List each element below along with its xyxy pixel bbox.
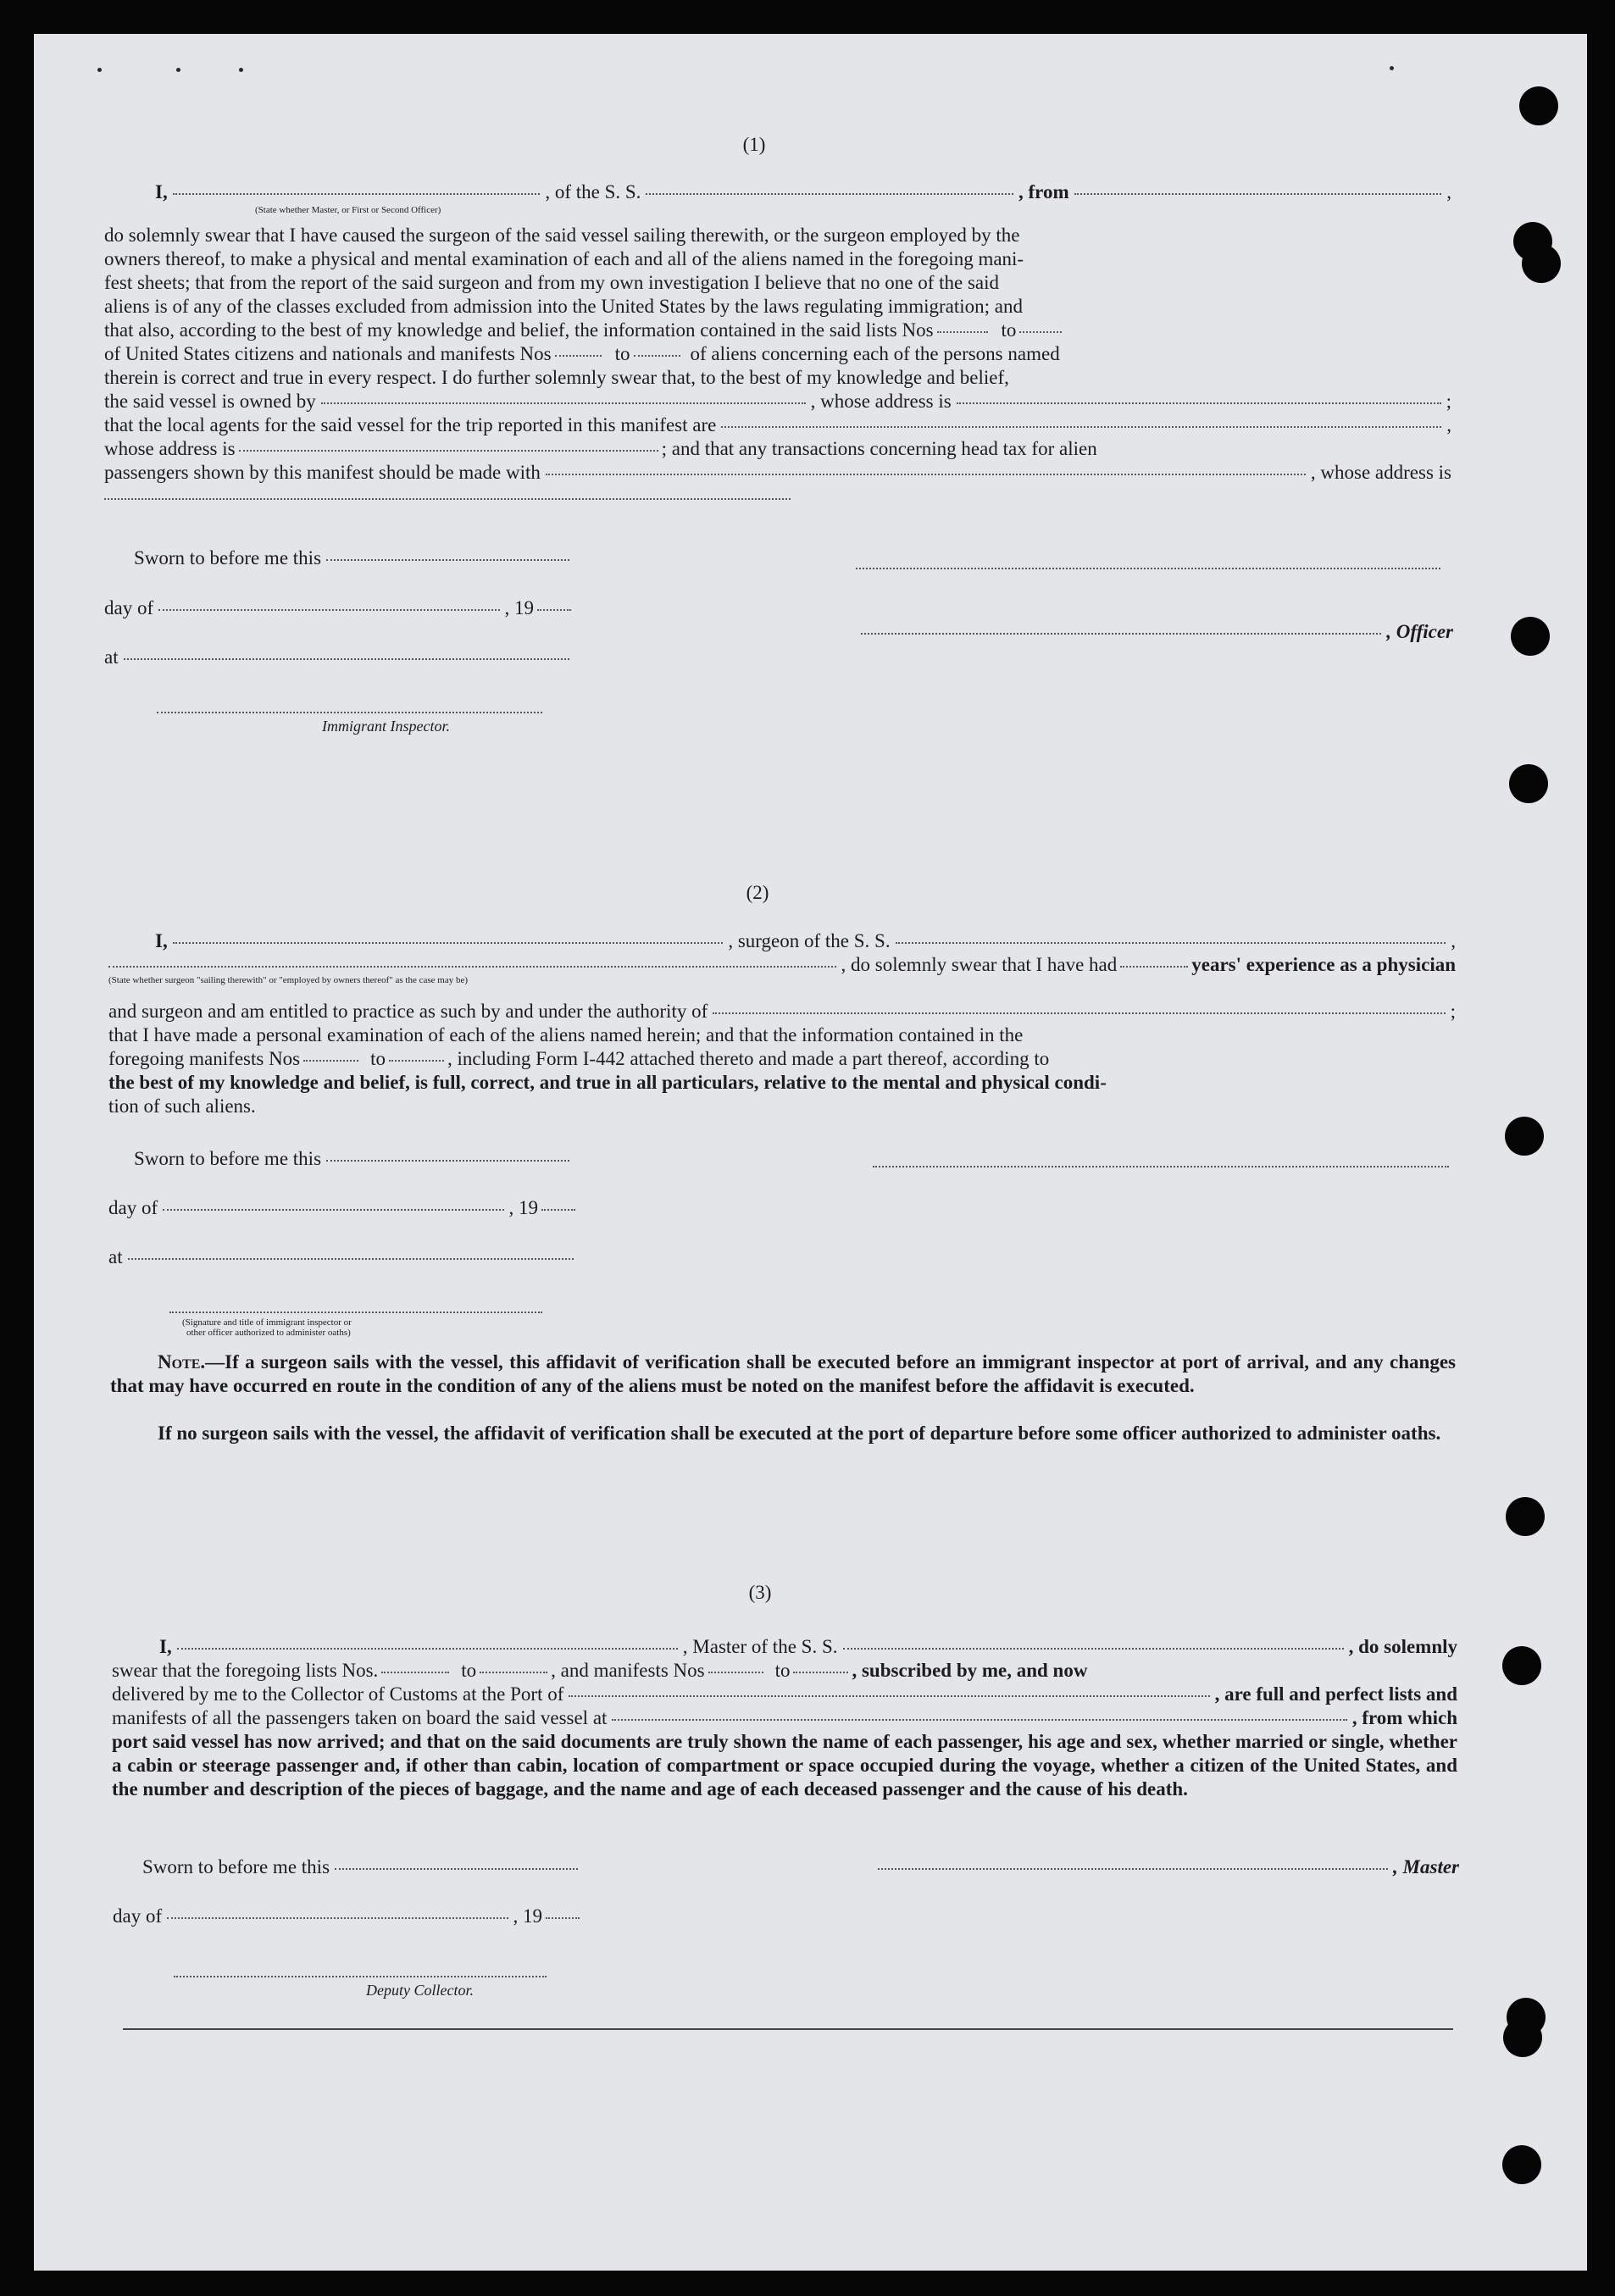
text: passengers shown by this manifest should be made with: [104, 462, 541, 483]
text: day of: [108, 1197, 158, 1218]
officer-name-field[interactable]: [173, 193, 541, 195]
paragraph-line: fest sheets; that from the report of the said surgeon and from my own investigation I believe that no one of the said: [104, 272, 1000, 293]
punch-hole: [1522, 244, 1561, 283]
sworn-date-field[interactable]: [335, 1868, 578, 1870]
sworn-line: [134, 1147, 574, 1171]
note-label: Note.: [158, 1351, 206, 1373]
punch-hole: [1505, 1117, 1544, 1156]
text: that also, according to the best of my knowledge and belief, the information contained in the said lists Nos: [104, 319, 934, 341]
manifest-from-field[interactable]: [555, 355, 602, 357]
text: , subscribed by me, and now: [852, 1660, 1088, 1681]
affidavit1-line1: [155, 180, 1451, 204]
paragraph-line: [104, 319, 1451, 342]
sworn-line: [134, 546, 574, 570]
agents-field[interactable]: [721, 426, 1441, 428]
port-field[interactable]: [569, 1695, 1209, 1697]
text: I,: [155, 181, 168, 202]
section-number-1: (1): [742, 134, 766, 155]
departure-port-field[interactable]: [612, 1719, 1346, 1721]
text: Sworn to before me this: [134, 1148, 322, 1169]
day-line: [108, 1196, 579, 1220]
text: , 19: [504, 597, 534, 618]
punch-hole: [1503, 2018, 1542, 2057]
text: that the local agents for the said vessel for the trip reported in this manifest are: [104, 414, 717, 435]
officer-signature-field[interactable]: [861, 633, 1381, 635]
text: manifests of all the passengers taken on board the said vessel at: [112, 1707, 608, 1728]
text: day of: [104, 597, 154, 618]
paragraph-line: aliens is of any of the classes excluded from admission into the United States by the laws regulating immigration; and: [104, 296, 1023, 317]
text: the said vessel is owned by: [104, 391, 316, 412]
manifest-from-field[interactable]: [303, 1060, 358, 1062]
speck: [1390, 66, 1394, 70]
day-line: [104, 596, 574, 620]
day-field[interactable]: [158, 609, 499, 611]
manifest-to-field[interactable]: [389, 1060, 444, 1062]
speck: [239, 68, 243, 72]
at-line: [108, 1245, 579, 1269]
head-tax-contact-field[interactable]: [546, 474, 1306, 475]
text: ;: [1446, 391, 1451, 412]
text: to: [614, 343, 630, 364]
text: , do solemnly swear that I have had: [841, 954, 1118, 975]
punch-hole: [1509, 764, 1548, 803]
paragraph-line: owners thereof, to make a physical and mental examination of each and all of the aliens named in the foregoing mani-: [104, 248, 1024, 269]
agents-address-field[interactable]: [239, 450, 658, 452]
text: , 19: [513, 1905, 542, 1927]
at-line: [104, 646, 574, 669]
paragraph-line: [112, 1659, 1457, 1683]
list-from-field[interactable]: [937, 331, 988, 333]
list-to-field[interactable]: [1019, 331, 1062, 333]
affidavit2-line1: [155, 929, 1456, 953]
text: years' experience as a physician: [1191, 954, 1456, 975]
note-text: —If a surgeon sails with the vessel, this affidavit of verification shall be executed before an immigrant inspector at port of arrival, and any changes that may have occurred en route in the condition of any of the aliens must be noted on the manifest before the affidavit is executed.: [110, 1351, 1456, 1396]
master-signature-field[interactable]: [878, 1868, 1388, 1870]
text: at: [108, 1246, 123, 1267]
punch-hole: [1502, 2145, 1541, 2184]
paragraph-line: [104, 390, 1451, 413]
text: , including Form I-442 attached thereto and made a part thereof, according to: [447, 1048, 1050, 1069]
paragraph-line: [108, 1000, 1456, 1023]
list-to-field[interactable]: [480, 1672, 547, 1673]
affidavit3-line1: [159, 1635, 1457, 1659]
vessel-name-field[interactable]: [646, 193, 1013, 195]
text: , and manifests Nos: [551, 1660, 705, 1681]
affidavit2-line2: [108, 953, 1456, 977]
paragraph-line: [104, 413, 1451, 437]
sworn-date-field[interactable]: [326, 1160, 569, 1162]
manifest-from-field[interactable]: [708, 1672, 763, 1673]
at-field[interactable]: [128, 1258, 574, 1260]
sworn-line: [142, 1855, 583, 1879]
paragraph-line: [112, 1683, 1457, 1706]
text: , whose address is: [810, 391, 952, 412]
paragraph-line: [108, 1047, 1456, 1071]
inspector-label: Immigrant Inspector.: [322, 718, 450, 735]
year-field[interactable]: [546, 1917, 580, 1919]
field-hint: (State whether surgeon "sailing therewith" or "employed by owners thereof" as the case may be): [108, 975, 469, 985]
bottom-rule: [123, 2028, 1453, 2030]
text: I,: [159, 1636, 172, 1657]
year-field[interactable]: [537, 609, 571, 611]
master-label: , Master: [1393, 1856, 1459, 1877]
section-number-2: (2): [746, 882, 769, 903]
text: Sworn to before me this: [142, 1856, 330, 1877]
speck: [176, 68, 180, 72]
text: , are full and perfect lists and: [1214, 1683, 1457, 1705]
sworn-date-field[interactable]: [326, 559, 569, 561]
text: ,: [1446, 414, 1451, 435]
list-from-field[interactable]: [381, 1672, 449, 1673]
master-name-field[interactable]: [177, 1648, 678, 1650]
year-field[interactable]: [541, 1209, 575, 1211]
vessel-field[interactable]: [896, 942, 1446, 944]
port-field[interactable]: [1074, 193, 1442, 195]
text: ; and that any transactions concerning head tax for alien: [661, 438, 1097, 459]
authority-field[interactable]: [713, 1012, 1445, 1014]
text: , 19: [508, 1197, 538, 1218]
text: foregoing manifests Nos: [108, 1048, 301, 1069]
text: at: [104, 646, 119, 668]
signature-hint: (Signature and title of immigrant inspector or: [182, 1317, 352, 1328]
day-line: [113, 1905, 583, 1928]
inspector-signature-field[interactable]: [157, 712, 542, 713]
officer-line: [856, 620, 1453, 644]
paragraph-line: tion of such aliens.: [108, 1095, 256, 1117]
signature-hint: other officer authorized to administer oaths): [186, 1328, 351, 1338]
text: whose address is: [104, 438, 236, 459]
note-paragraph: If no surgeon sails with the vessel, the affidavit of verification shall be executed at the port of departure before some officer authorized to administer oaths.: [158, 1423, 1441, 1444]
paragraph-line: [104, 437, 1451, 461]
text: of aliens concerning each of the persons named: [690, 343, 1060, 364]
text: to: [1001, 319, 1017, 341]
years-field[interactable]: [1120, 966, 1188, 968]
text: day of: [113, 1905, 163, 1927]
paragraph-line: [104, 461, 1451, 485]
punch-hole: [1502, 1646, 1541, 1685]
punch-hole: [1519, 86, 1558, 125]
deputy-signature-field[interactable]: [174, 1976, 547, 1977]
text: of United States citizens and nationals and manifests Nos: [104, 343, 552, 364]
field-hint: (State whether Master, or First or Second Officer): [255, 205, 441, 215]
text: , do solemnly: [1348, 1636, 1458, 1657]
owner-address-field[interactable]: [957, 402, 1441, 404]
inspector-signature-field[interactable]: [169, 1312, 542, 1313]
paragraph-line: [104, 342, 1451, 366]
text: ,: [1451, 930, 1457, 951]
text: swear that the foregoing lists Nos.: [112, 1660, 379, 1681]
text: ,: [1446, 181, 1451, 202]
text: , of the S. S.: [545, 181, 641, 202]
text: ;: [1450, 1001, 1456, 1022]
punch-hole: [1511, 617, 1550, 656]
manifest-to-field[interactable]: [634, 355, 680, 357]
note-paragraph: [110, 1350, 1456, 1398]
speck: [97, 68, 102, 72]
signature-field[interactable]: [856, 568, 1440, 569]
section-number-3: (3): [748, 1582, 772, 1603]
punch-hole: [1506, 1497, 1545, 1536]
form-page: [34, 34, 1587, 2271]
text: , Master of the S. S.: [682, 1636, 838, 1657]
manifest-to-field[interactable]: [793, 1672, 848, 1673]
paragraph-line: [112, 1706, 1457, 1730]
paragraph-line: the best of my knowledge and belief, is full, correct, and true in all particulars, relative to the mental and physical condi-: [108, 1072, 1107, 1093]
surgeon-name-field[interactable]: [173, 942, 724, 944]
vessel-field[interactable]: [843, 1648, 1344, 1650]
day-field[interactable]: [163, 1209, 503, 1211]
paragraph-line: that I have made a personal examination of each of the aliens named herein; and that the information contained in the: [108, 1024, 1024, 1045]
text: , surgeon of the S. S.: [728, 930, 891, 951]
text: and surgeon and am entitled to practice as such by and under the authority of: [108, 1001, 708, 1022]
day-field[interactable]: [167, 1917, 508, 1919]
text: , from: [1018, 181, 1069, 202]
text: to: [461, 1660, 477, 1681]
deputy-label: Deputy Collector.: [366, 1982, 474, 1999]
text: delivered by me to the Collector of Customs at the Port of: [112, 1683, 564, 1705]
text: , from which: [1351, 1707, 1457, 1728]
paragraph-line: do solemnly swear that I have caused the surgeon of the said vessel sailing therewith, or the surgeon employed by the: [104, 225, 1020, 246]
master-line: [873, 1855, 1459, 1879]
signature-field[interactable]: [873, 1166, 1449, 1167]
paragraph: port said vessel has now arrived; and that on the said documents are truly shown the name of each passenger, his age and sex, whether married or single, whether a cabin or steerage passenger and, if other than cabin, location of compartment or space occupied during the voyage, whether a citizen of the United States, and the number and description of the pieces of baggage, and the name and age of each deceased passenger and the cause of his death.: [112, 1731, 1457, 1800]
paragraph-line: therein is correct and true in every respect. I do further solemnly swear that, to the best of my knowledge and belief,: [104, 367, 1009, 388]
text: Sworn to before me this: [134, 547, 322, 568]
text: to: [774, 1660, 791, 1681]
text: , whose address is: [1310, 462, 1451, 483]
head-tax-address-field[interactable]: [104, 498, 791, 500]
at-field[interactable]: [124, 658, 569, 660]
owner-field[interactable]: [321, 402, 806, 404]
text: I,: [155, 930, 168, 951]
officer-label: , Officer: [1386, 621, 1453, 642]
text: to: [370, 1048, 386, 1069]
surgeon-type-field[interactable]: [108, 966, 836, 968]
